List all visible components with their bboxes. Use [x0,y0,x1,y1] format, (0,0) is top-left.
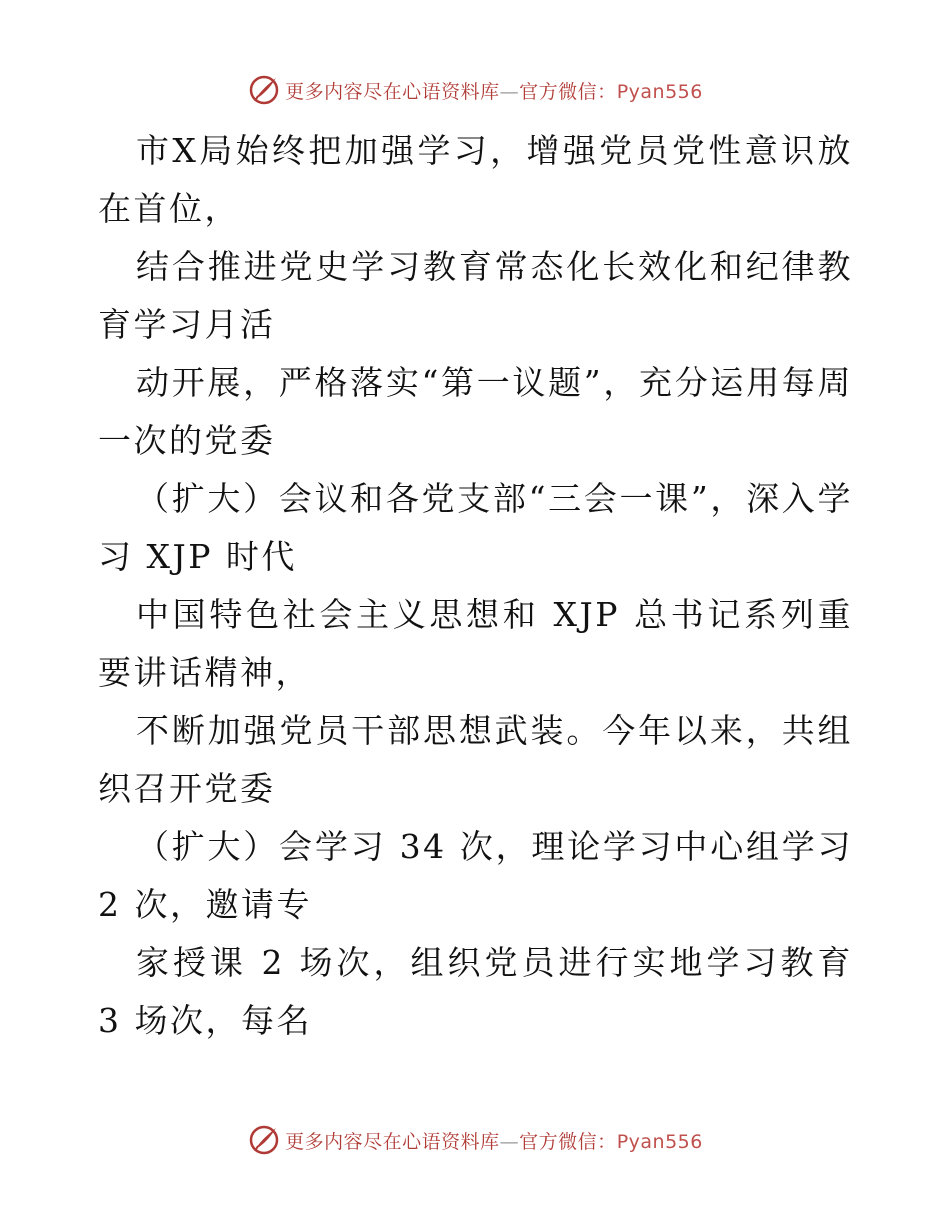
paragraph: （扩大）会议和各党支部“三会一课”，深入学习 XJP 时代 [98,479,853,576]
quill-pen-seal-icon [247,1123,281,1157]
paragraph: 家授课 2 场次，组织党员进行实地学习教育 3 场次，每名 [98,943,853,1040]
paragraph: （扩大）会学习 34 次，理论学习中心组学习 2 次，邀请专 [98,827,853,924]
paragraph: 结合推进党史学习教育常态化长效化和纪律教育学习月活 [98,247,853,344]
watermark-text: 更多内容尽在心语资料库—官方微信：Pyan556 [285,80,703,103]
paragraph: 不断加强党员干部思想武装。今年以来，共组织召开党委 [98,711,853,808]
watermark-text: 更多内容尽在心语资料库—官方微信：Pyan556 [285,1130,703,1153]
footer-watermark [0,1120,950,1160]
body-text [98,122,853,1050]
paragraph: 动开展，严格落实“第一议题”，充分运用每周一次的党委 [98,363,853,460]
paragraph: 中国特色社会主义思想和 XJP 总书记系列重要讲话精神， [98,595,853,692]
header-watermark [0,70,950,110]
paragraph: 市X局始终把加强学习，增强党员党性意识放在首位， [98,131,853,228]
quill-pen-seal-icon [247,73,281,107]
